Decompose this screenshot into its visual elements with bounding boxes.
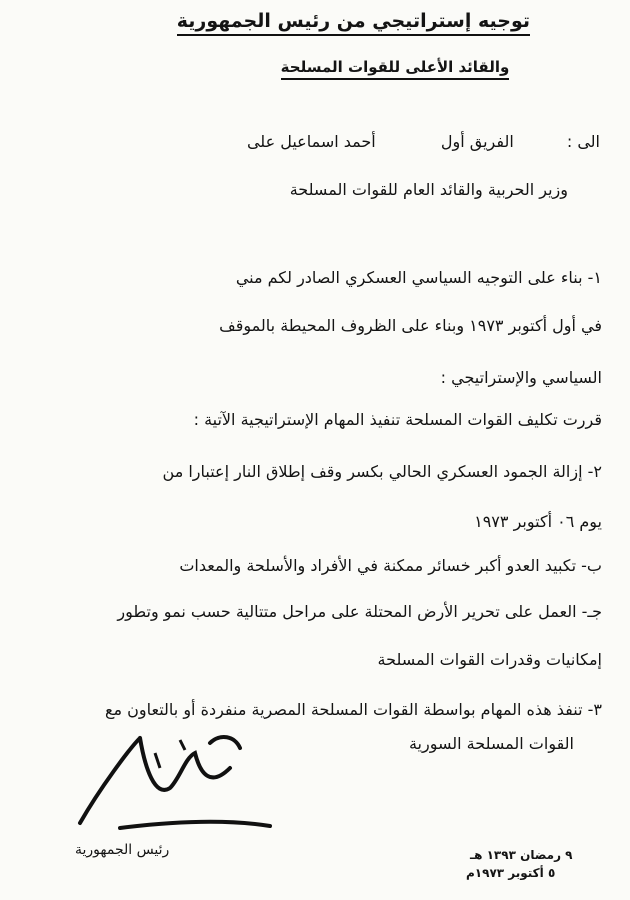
addressee-position: وزير الحربية والقائد العام للقوات المسلحة	[289, 180, 568, 199]
body-line-7: ب- تكبيد العدو أكبر خسائر ممكنة في الأفراد والأسلحة والمعدات	[179, 556, 602, 575]
title-line-2: والقائد الأعلى للقوات المسلحة	[281, 58, 510, 80]
body-line-8: جـ- العمل على تحرير الأرض المحتلة على مراحل متتالية حسب نمو وتطور	[117, 602, 602, 621]
to-label: الى :	[566, 132, 600, 151]
body-line-10: ٣- تنفذ هذه المهام بواسطة القوات المسلحة المصرية منفردة أو بالتعاون مع	[104, 700, 602, 719]
body-line-3: السياسي والإستراتيجي :	[440, 368, 602, 387]
addressee-rank: الفريق أول	[440, 132, 514, 151]
body-line-4: قررت تكليف القوات المسلحة تنفيذ المهام الإستراتيجية الآتية :	[193, 410, 602, 429]
handwritten-signature	[60, 728, 280, 848]
title-line-1: توجيه إستراتيجي من رئيس الجمهورية	[177, 10, 530, 36]
document-subtitle	[250, 58, 540, 76]
signature-caption: رئيس الجمهورية	[75, 842, 170, 858]
body-line-6: يوم ٠٦ أكتوبر ١٩٧٣	[474, 512, 602, 531]
body-line-1: ١- بناء على التوجيه السياسي العسكري الصادر لكم مني	[235, 268, 602, 287]
body-line-11: القوات المسلحة السورية	[408, 734, 574, 753]
body-line-5: ٢- إزالة الجمود العسكري الحالي بكسر وقف إطلاق النار إعتبارا من	[162, 462, 602, 481]
addressee-line	[40, 132, 600, 151]
addressee-name: أحمد اسماعيل على	[246, 132, 376, 151]
date-gregorian: ٥ أكتوبر ١٩٧٣م	[466, 866, 556, 880]
document-title	[176, 10, 530, 32]
body-line-9: إمكانيات وقدرات القوات المسلحة	[377, 650, 602, 669]
body-line-2: في أول أكتوبر ١٩٧٣ وبناء على الظروف المحيطة بالموقف	[219, 316, 602, 335]
date-hijri: ٩ رمضان ١٣٩٣ هـ	[470, 848, 573, 862]
